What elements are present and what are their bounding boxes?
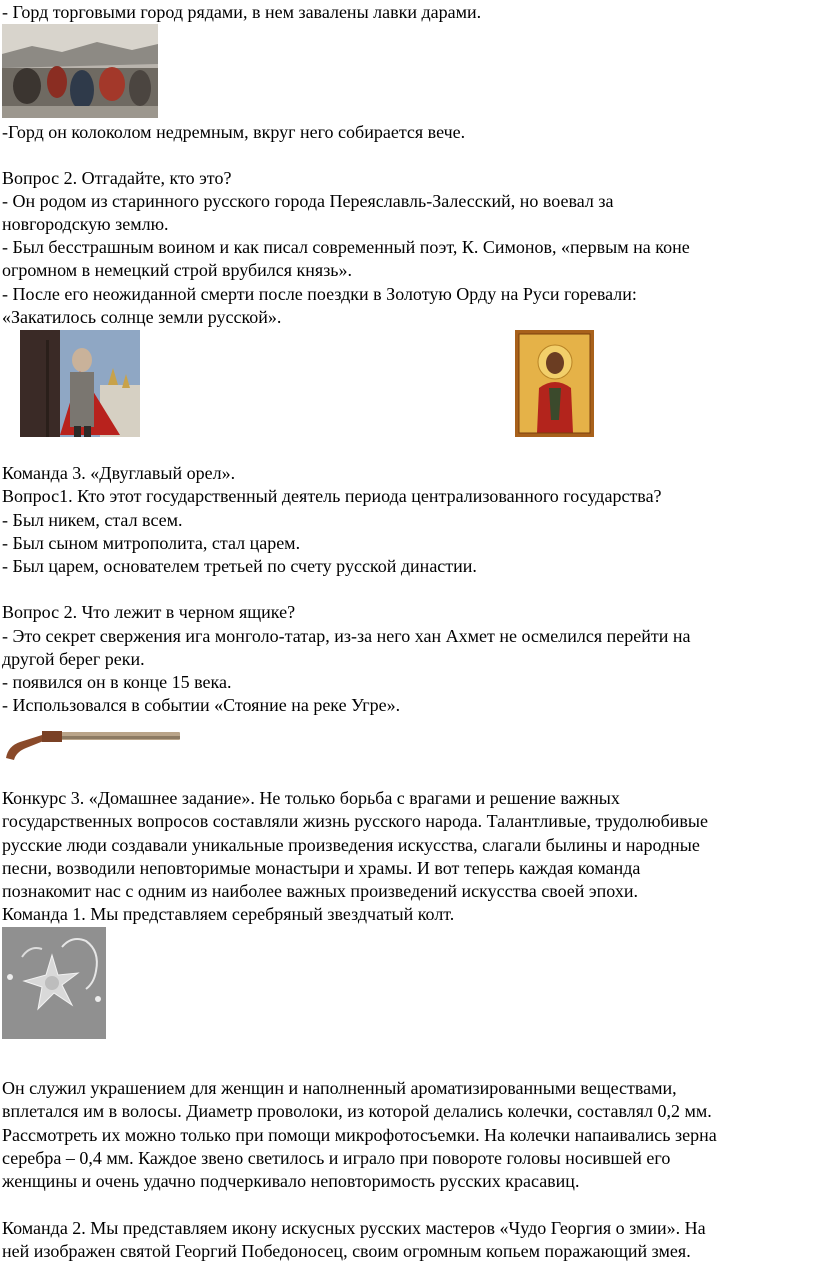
contest3-line: русские люди создавали уникальные произведения искусства, слагали былины и народные bbox=[2, 835, 700, 855]
question2-title: Вопрос 2. Отгадайте, кто это? bbox=[2, 168, 232, 188]
question2-line: «Закатилось солнце земли русской». bbox=[2, 307, 282, 327]
question2-line: - После его неожиданной смерти после поездки в Золотую Орду на Руси горевали: bbox=[2, 284, 637, 304]
contest3-team1: Команда 1. Мы представляем серебряный звездчатый колт. bbox=[2, 904, 455, 924]
team3-q2-line: - Это секрет свержения ига монголо-татар, из-за него хан Ахмет не осмелился перейти на bbox=[2, 626, 691, 646]
kolt-description-line: Рассмотреть их можно только при помощи микрофотосъемки. На колечки напаивались зерна bbox=[2, 1125, 717, 1145]
team3-q1-line: - Был никем, стал всем. bbox=[2, 510, 183, 530]
musket-image bbox=[2, 718, 180, 762]
question2-line: - Был бесстрашным воином и как писал современный поэт, К. Симонов, «первым на коне bbox=[2, 237, 690, 257]
team3-q2-line: - Использовался в событии «Стояние на реке Угре». bbox=[2, 695, 401, 715]
text-line-veche: -Горд он колоколом недремным, вкруг него собирается вече. bbox=[2, 122, 466, 142]
team3-question1: Вопрос1. Кто этот государственный деятель периода централизованного государства? bbox=[2, 486, 662, 506]
kolt-description-line: женщины и очень удачно подчеркивало неповторимость русских красавиц. bbox=[2, 1171, 580, 1191]
question2-line: - Он родом из старинного русского города Переяславль-Залесский, но воевал за bbox=[2, 191, 614, 211]
team3-q2-line: - появился он в конце 15 века. bbox=[2, 672, 232, 692]
team3-question2: Вопрос 2. Что лежит в черном ящике? bbox=[2, 602, 296, 622]
kolt-description-line: Он служил украшением для женщин и наполненный ароматизированными веществами, bbox=[2, 1078, 677, 1098]
market-painting-image bbox=[2, 24, 158, 118]
text-line-trade: - Горд торговыми город рядами, в нем завалены лавки дарами. bbox=[2, 2, 482, 22]
nevsky-painting-image bbox=[20, 330, 140, 437]
contest3-team2-line: Команда 2. Мы представляем икону искусных русских мастеров «Чудо Георгия о змии». На bbox=[2, 1218, 706, 1238]
question2-line: огромном в немецкий строй врубился князь». bbox=[2, 260, 353, 280]
contest3-team2-line: ней изображен святой Георгий Победоносец, своим огромным копьем поражающий змея. bbox=[2, 1241, 691, 1261]
kolt-image bbox=[2, 927, 106, 1039]
kolt-description-line: серебра – 0,4 мм. Каждое звено светилось и играло при повороте головы носившей его bbox=[2, 1148, 671, 1168]
contest3-line: государственных вопросов составляли жизнь русского народа. Талантливые, трудолюбивые bbox=[2, 811, 708, 831]
team3-q1-line: - Был царем, основателем третьей по счету русской династии. bbox=[2, 556, 477, 576]
contest3-line: Конкурс 3. «Домашнее задание». Не только борьба с врагами и решение важных bbox=[2, 788, 620, 808]
icon-image bbox=[515, 330, 594, 437]
question2-line: новгородскую землю. bbox=[2, 214, 169, 234]
team3-q1-line: - Был сыном митрополита, стал царем. bbox=[2, 533, 301, 553]
contest3-line: песни, возводили неповторимые монастыри и храмы. И вот теперь каждая команда bbox=[2, 858, 641, 878]
contest3-line: познакомит нас с одним из наиболее важных произведений искусства своей эпохи. bbox=[2, 881, 638, 901]
team3-q2-line: другой берег реки. bbox=[2, 649, 145, 669]
kolt-description-line: вплетался им в волосы. Диаметр проволоки, из которой делались колечки, составлял 0,2 мм. bbox=[2, 1101, 712, 1121]
team3-title: Команда 3. «Двуглавый орел». bbox=[2, 463, 236, 483]
